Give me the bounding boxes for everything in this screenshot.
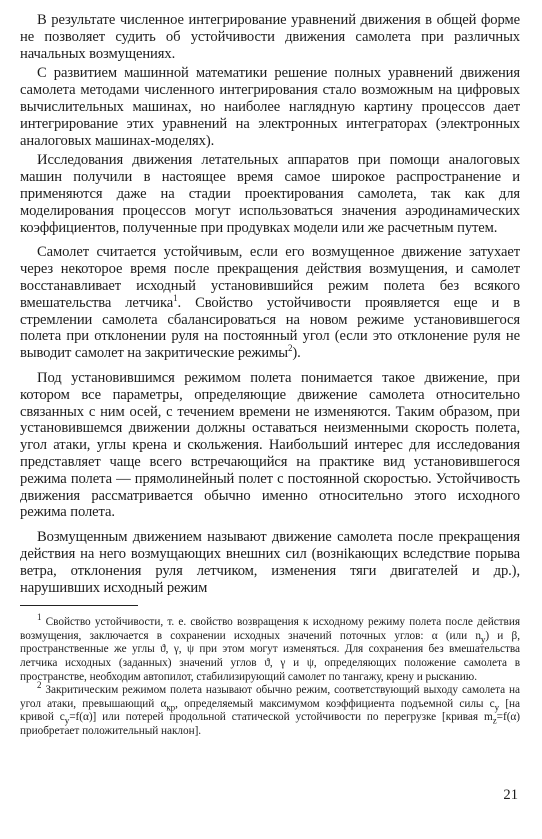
paragraph-1: В результате численное интегрирование уравнений движения в общей форме не позволяет судить об устойчивости движения самолета при различных начальных возмущениях. [20, 12, 520, 62]
paragraph-4-text-3: ). [292, 345, 301, 362]
footnote-1 [20, 612, 520, 684]
page-number: 21 [503, 787, 518, 803]
footnote-ref-1: 1 [173, 292, 178, 303]
paragraph-4-text: Самолет считается устойчивым, если его возмущенное движение затухает через некоторое время после прекращения действия возмущения, и самолет восстанавливает исходный установившийся режим полета без всякого вмешательства летчика [20, 244, 520, 311]
footnote-2-subscript-4: z [492, 715, 497, 726]
footnote-2-subscript-1: кр [166, 702, 176, 713]
footnote-1-subscript: y [480, 634, 486, 645]
footnote-2-subscript-3: y [64, 715, 70, 726]
footnote-2-text-4: =f(α)] или потерей продольной статической устойчивости по перегрузке [кривая m [69, 711, 493, 724]
footnote-1-text: Свойство устойчивости, т. е. свойство возвращения к исходному режиму полета после действия возмущения, заключается в сохранении исходных значений поточных углов: α (или n [20, 616, 520, 642]
footnote-2-text-2: , определяемый максимумом коэффициента подъемной силы c [175, 697, 495, 710]
paragraph-5: Под установившимся режимом полета понимается такое движение, при котором все параметры, определяющие движение самолета относительно связанных с ним осей, с течением времени не изменяются. Таким образом, при установившемся движении должны оставаться неизменными скорость полета, угол атаки, углы крена и скольжения. Наибольший интерес для исследования представляет чаще всего встречающийся на практике вид установившегося режима полета — прямолинейный полет с постоянной скоростью. Устойчивость движения рассматривается обычно именно относительно этого исходного режима полета. [20, 369, 520, 521]
footnote-2-mark: 2 [37, 680, 42, 691]
footnote-2-text-3: [на кривой c [20, 697, 520, 724]
paragraph-4 [20, 244, 520, 362]
footnote-2-text-5: =f(α) приобретает положительный наклон]. [20, 711, 520, 738]
footnote-2-subscript-2: y [494, 702, 500, 713]
footnote-2 [20, 680, 520, 738]
paragraph-3: Исследования движения летательных аппаратов при помощи аналоговых машин получили в настоящее время самое широкое распространение и применяются даже на стадии проектирования самолета, так как для моделирования процессов могут использоваться значения аэродинамических коэффициентов, полученные при продувках модели или же расчетным путем. [20, 152, 520, 236]
footnote-1-mark: 1 [37, 612, 42, 623]
footnote-ref-2: 2 [287, 343, 293, 354]
footnote-1-text-2: ) и β, пространственные же углы ϑ, γ, ψ при этом могут изменяться. Для сохранения без вмешательства летчика исходных (заданных) значений углов ϑ, γ и ψ, определяющих положение самолета в пространстве, необходим автопилот, стабилизирующий самолет по тангажу, крену и рысканию. [20, 629, 520, 683]
footnote-separator [20, 605, 138, 606]
paragraph-2: С развитием машинной математики решение полных уравнений движения самолета методами численного интегрирования стало возможным на цифровых вычислительных машинах, но наиболее наглядную картину процессов дает интегрирование этих уравнений на электронных интеграторах (электронных аналоговых машинах-моделях). [20, 65, 520, 149]
paragraph-4-text-2: . Свойство устойчивости проявляется еще и в стремлении самолета сбалансироваться на новом режиме установившегося полета при отклонении руля на постоянный угол (если это отклонение руля не выводит самолет на закритические режимы [20, 294, 520, 362]
paragraph-6: Возмущенным движением называют движение самолета после прекращения действия на него возмущающих внешних сил (вознikающих вследствие порыва ветра, отклонения руля летчиком, изменения тяги двигателей и др.), нарушивших исходный режим [20, 529, 520, 596]
page-content [20, 12, 520, 739]
footnote-2-text: Закритическим режимом полета называют обычно режим, соответствующий выходу самолета на угол атаки, превышающий α [20, 684, 520, 710]
